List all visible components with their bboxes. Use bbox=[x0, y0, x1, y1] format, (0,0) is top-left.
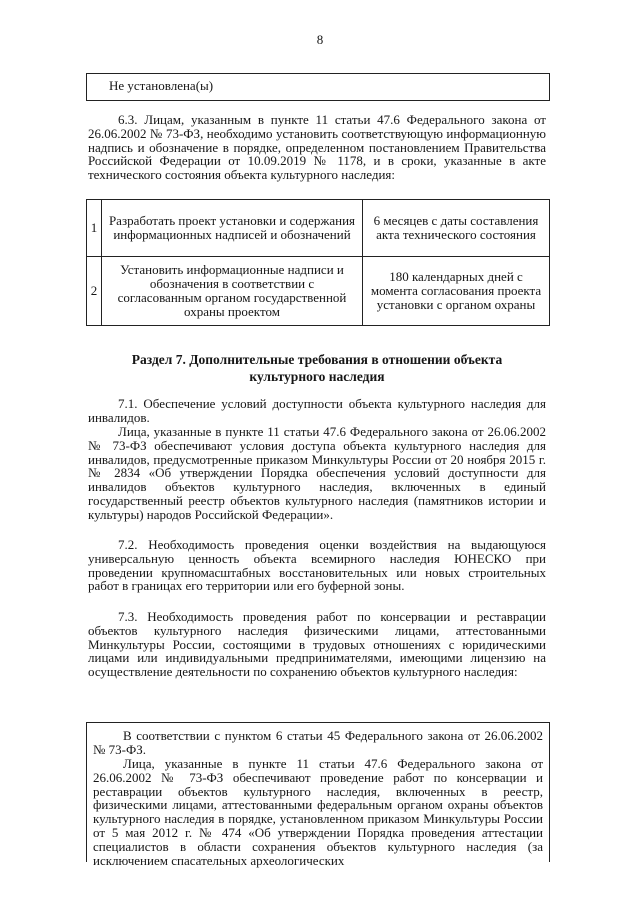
status-text: Не установлена(ы) bbox=[109, 78, 214, 93]
table-row bbox=[87, 200, 550, 257]
row-number: 1 bbox=[87, 200, 102, 257]
status-box bbox=[86, 73, 550, 101]
page-number: 8 bbox=[316, 32, 324, 47]
row-deadline: 180 календарных дней с момента согласования проекта установки с органом охраны bbox=[363, 257, 550, 326]
section-title-line1: Раздел 7. Дополнительные требования в отношении объекта bbox=[131, 352, 503, 367]
box-paragraph-1: В соответствии с пунктом 6 статьи 45 Федерального закона от 26.06.2002 № 73-ФЗ. bbox=[93, 728, 543, 757]
row-number: 2 bbox=[87, 257, 102, 326]
paragraph-7-2: 7.2. Необходимость проведения оценки воздействия на выдающуюся универсальную ценность объекта всемирного наследия ЮНЕСКО при проведении крупномасштабных восстановительных или новых строительных работ в границах его территории или его буферной зоны. bbox=[88, 537, 546, 594]
paragraph-7-1: 7.1. Обеспечение условий доступности объекта культурного наследия для инвалидов. bbox=[88, 396, 546, 425]
row-deadline: 6 месяцев с даты составления акта технического состояния bbox=[363, 200, 550, 257]
table-row bbox=[87, 257, 550, 326]
row-action: Установить информационные надписи и обозначения в соответствии с согласованным органом государственной охраны проектом bbox=[102, 257, 363, 326]
paragraph-7-3: 7.3. Необходимость проведения работ по консервации и реставрации объектов культурного наследия физическими лицами, аттестованными Минкультуры России, состоящими в трудовых отношениях с юридическими лицами или индивидуальными предпринимателями, имеющими лицензию на осуществление деятельности по сохранению объектов культурного наследия: bbox=[88, 609, 546, 680]
section-title bbox=[88, 351, 546, 385]
paragraph-7-1-b: Лица, указанные в пункте 11 статьи 47.6 Федерального закона от 26.06.2002 № 73-ФЗ обеспечивают условия доступа объекта культурного наследия для инвалидов, предусмотренные приказом Минкультуры России от 20 ноября 2015 г. № 2834 «Об утверждении Порядка обеспечения условий доступности для инвалидов объектов культурного наследия, включенных в единый государственный реестр объектов культурного наследия (памятников истории и культуры) народов Российской Федерации». bbox=[88, 424, 546, 522]
row-action: Разработать проект установки и содержания информационных надписей и обозначений bbox=[102, 200, 363, 257]
paragraph-6-3: 6.3. Лицам, указанным в пункте 11 статьи 47.6 Федерального закона от 26.06.2002 № 73-ФЗ, необходимо установить соответствующую информационную надпись и обозначение в порядке, определенном постановлением Правительства Российской Федерации от 10.09.2019 № 1178, и в сроки, указанные в акте технического состояния объекта культурного наследия: bbox=[88, 112, 546, 183]
measures-table bbox=[86, 199, 550, 326]
box-paragraph-2: Лица, указанные в пункте 11 статьи 47.6 Федерального закона от 26.06.2002 № 73-ФЗ обеспечивают проведение работ по консервации и реставрации объектов культурного наследия, включенных в реестр, физическими лицами, аттестованными федеральным органом охраны объектов культурного наследия в порядке, установленном приказом Минкультуры России от 5 мая 2012 г. № 474 «Об утверждении Порядка проведения аттестации специалистов в области сохранения объектов культурного наследия (за исключением спасательных археологических bbox=[93, 756, 543, 868]
legal-box bbox=[86, 722, 550, 868]
section-title-line2: культурного наследия bbox=[249, 369, 385, 384]
